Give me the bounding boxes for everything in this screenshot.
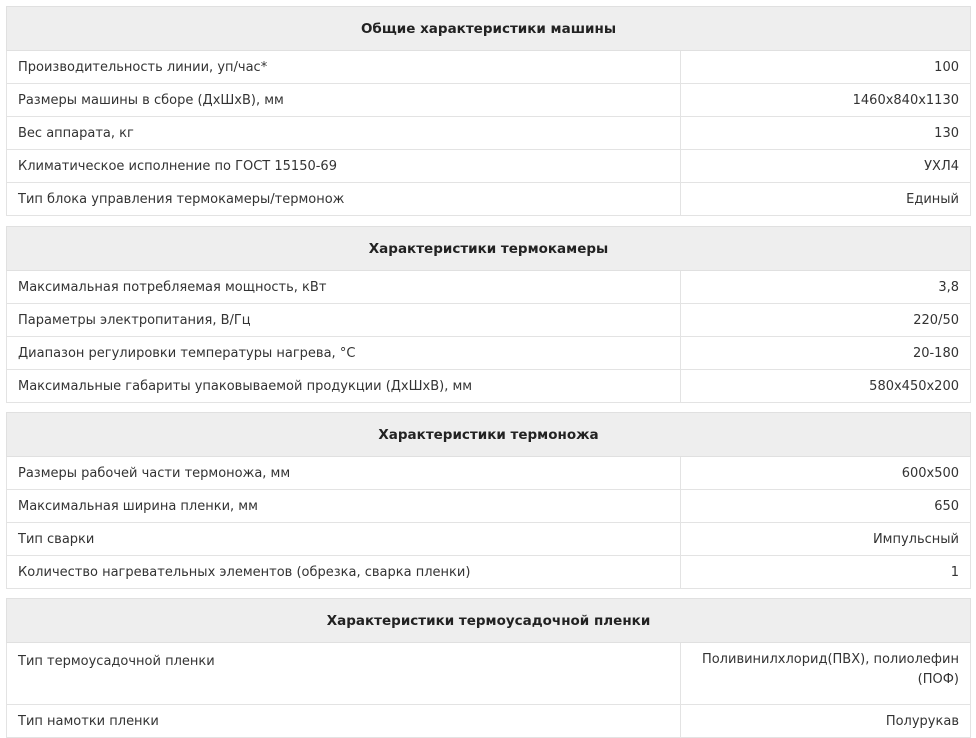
row-label: Диапазон регулировки температуры нагрева, °С	[7, 337, 681, 370]
row-label: Климатическое исполнение по ГОСТ 15150-69	[7, 150, 681, 183]
row-label: Производительность линии, уп/час*	[7, 51, 681, 84]
table-row	[7, 643, 971, 705]
row-label: Тип намотки пленки	[7, 705, 681, 738]
row-value: 20-180	[681, 337, 971, 370]
table-row	[7, 51, 971, 84]
table-row	[7, 117, 971, 150]
table-row	[7, 271, 971, 304]
row-value: 580x450x200	[681, 370, 971, 403]
section-header-row	[7, 599, 971, 643]
section-title: Характеристики термокамеры	[7, 227, 971, 271]
row-label: Количество нагревательных элементов (обрезка, сварка пленки)	[7, 556, 681, 589]
row-value: 1460x840x1130	[681, 84, 971, 117]
spec-table-heat-chamber	[6, 226, 971, 403]
row-value: Полурукав	[681, 705, 971, 738]
row-value: 130	[681, 117, 971, 150]
row-label: Тип блока управления термокамеры/термонож	[7, 183, 681, 216]
table-row	[7, 84, 971, 117]
row-value: 1	[681, 556, 971, 589]
section-header-row	[7, 7, 971, 51]
table-row	[7, 457, 971, 490]
row-label: Максимальная ширина пленки, мм	[7, 490, 681, 523]
row-value: УХЛ4	[681, 150, 971, 183]
row-value: Импульсный	[681, 523, 971, 556]
table-row	[7, 370, 971, 403]
table-row	[7, 556, 971, 589]
table-row	[7, 183, 971, 216]
table-row	[7, 337, 971, 370]
spec-table-shrink-film	[6, 598, 971, 738]
row-label: Параметры электропитания, В/Гц	[7, 304, 681, 337]
row-value: 600x500	[681, 457, 971, 490]
section-header-row	[7, 413, 971, 457]
section-title: Общие характеристики машины	[7, 7, 971, 51]
table-row	[7, 490, 971, 523]
row-value: 650	[681, 490, 971, 523]
table-row	[7, 523, 971, 556]
row-value: 220/50	[681, 304, 971, 337]
section-title: Характеристики термоусадочной пленки	[7, 599, 971, 643]
row-label: Размеры машины в сборе (ДхШхВ), мм	[7, 84, 681, 117]
row-label: Максимальные габариты упаковываемой продукции (ДхШхВ), мм	[7, 370, 681, 403]
row-label: Размеры рабочей части термоножа, мм	[7, 457, 681, 490]
row-label: Максимальная потребляемая мощность, кВт	[7, 271, 681, 304]
row-label: Вес аппарата, кг	[7, 117, 681, 150]
section-title: Характеристики термоножа	[7, 413, 971, 457]
row-value: 3,8	[681, 271, 971, 304]
spec-table-heat-knife	[6, 412, 971, 589]
spec-table-machine	[6, 6, 971, 216]
table-row	[7, 150, 971, 183]
table-row	[7, 304, 971, 337]
row-value: 100	[681, 51, 971, 84]
row-value: Поливинилхлорид(ПВХ), полиолефин (ПОФ)	[681, 643, 971, 705]
row-label: Тип термоусадочной пленки	[7, 643, 681, 705]
row-label: Тип сварки	[7, 523, 681, 556]
section-header-row	[7, 227, 971, 271]
table-row	[7, 705, 971, 738]
row-value: Единый	[681, 183, 971, 216]
